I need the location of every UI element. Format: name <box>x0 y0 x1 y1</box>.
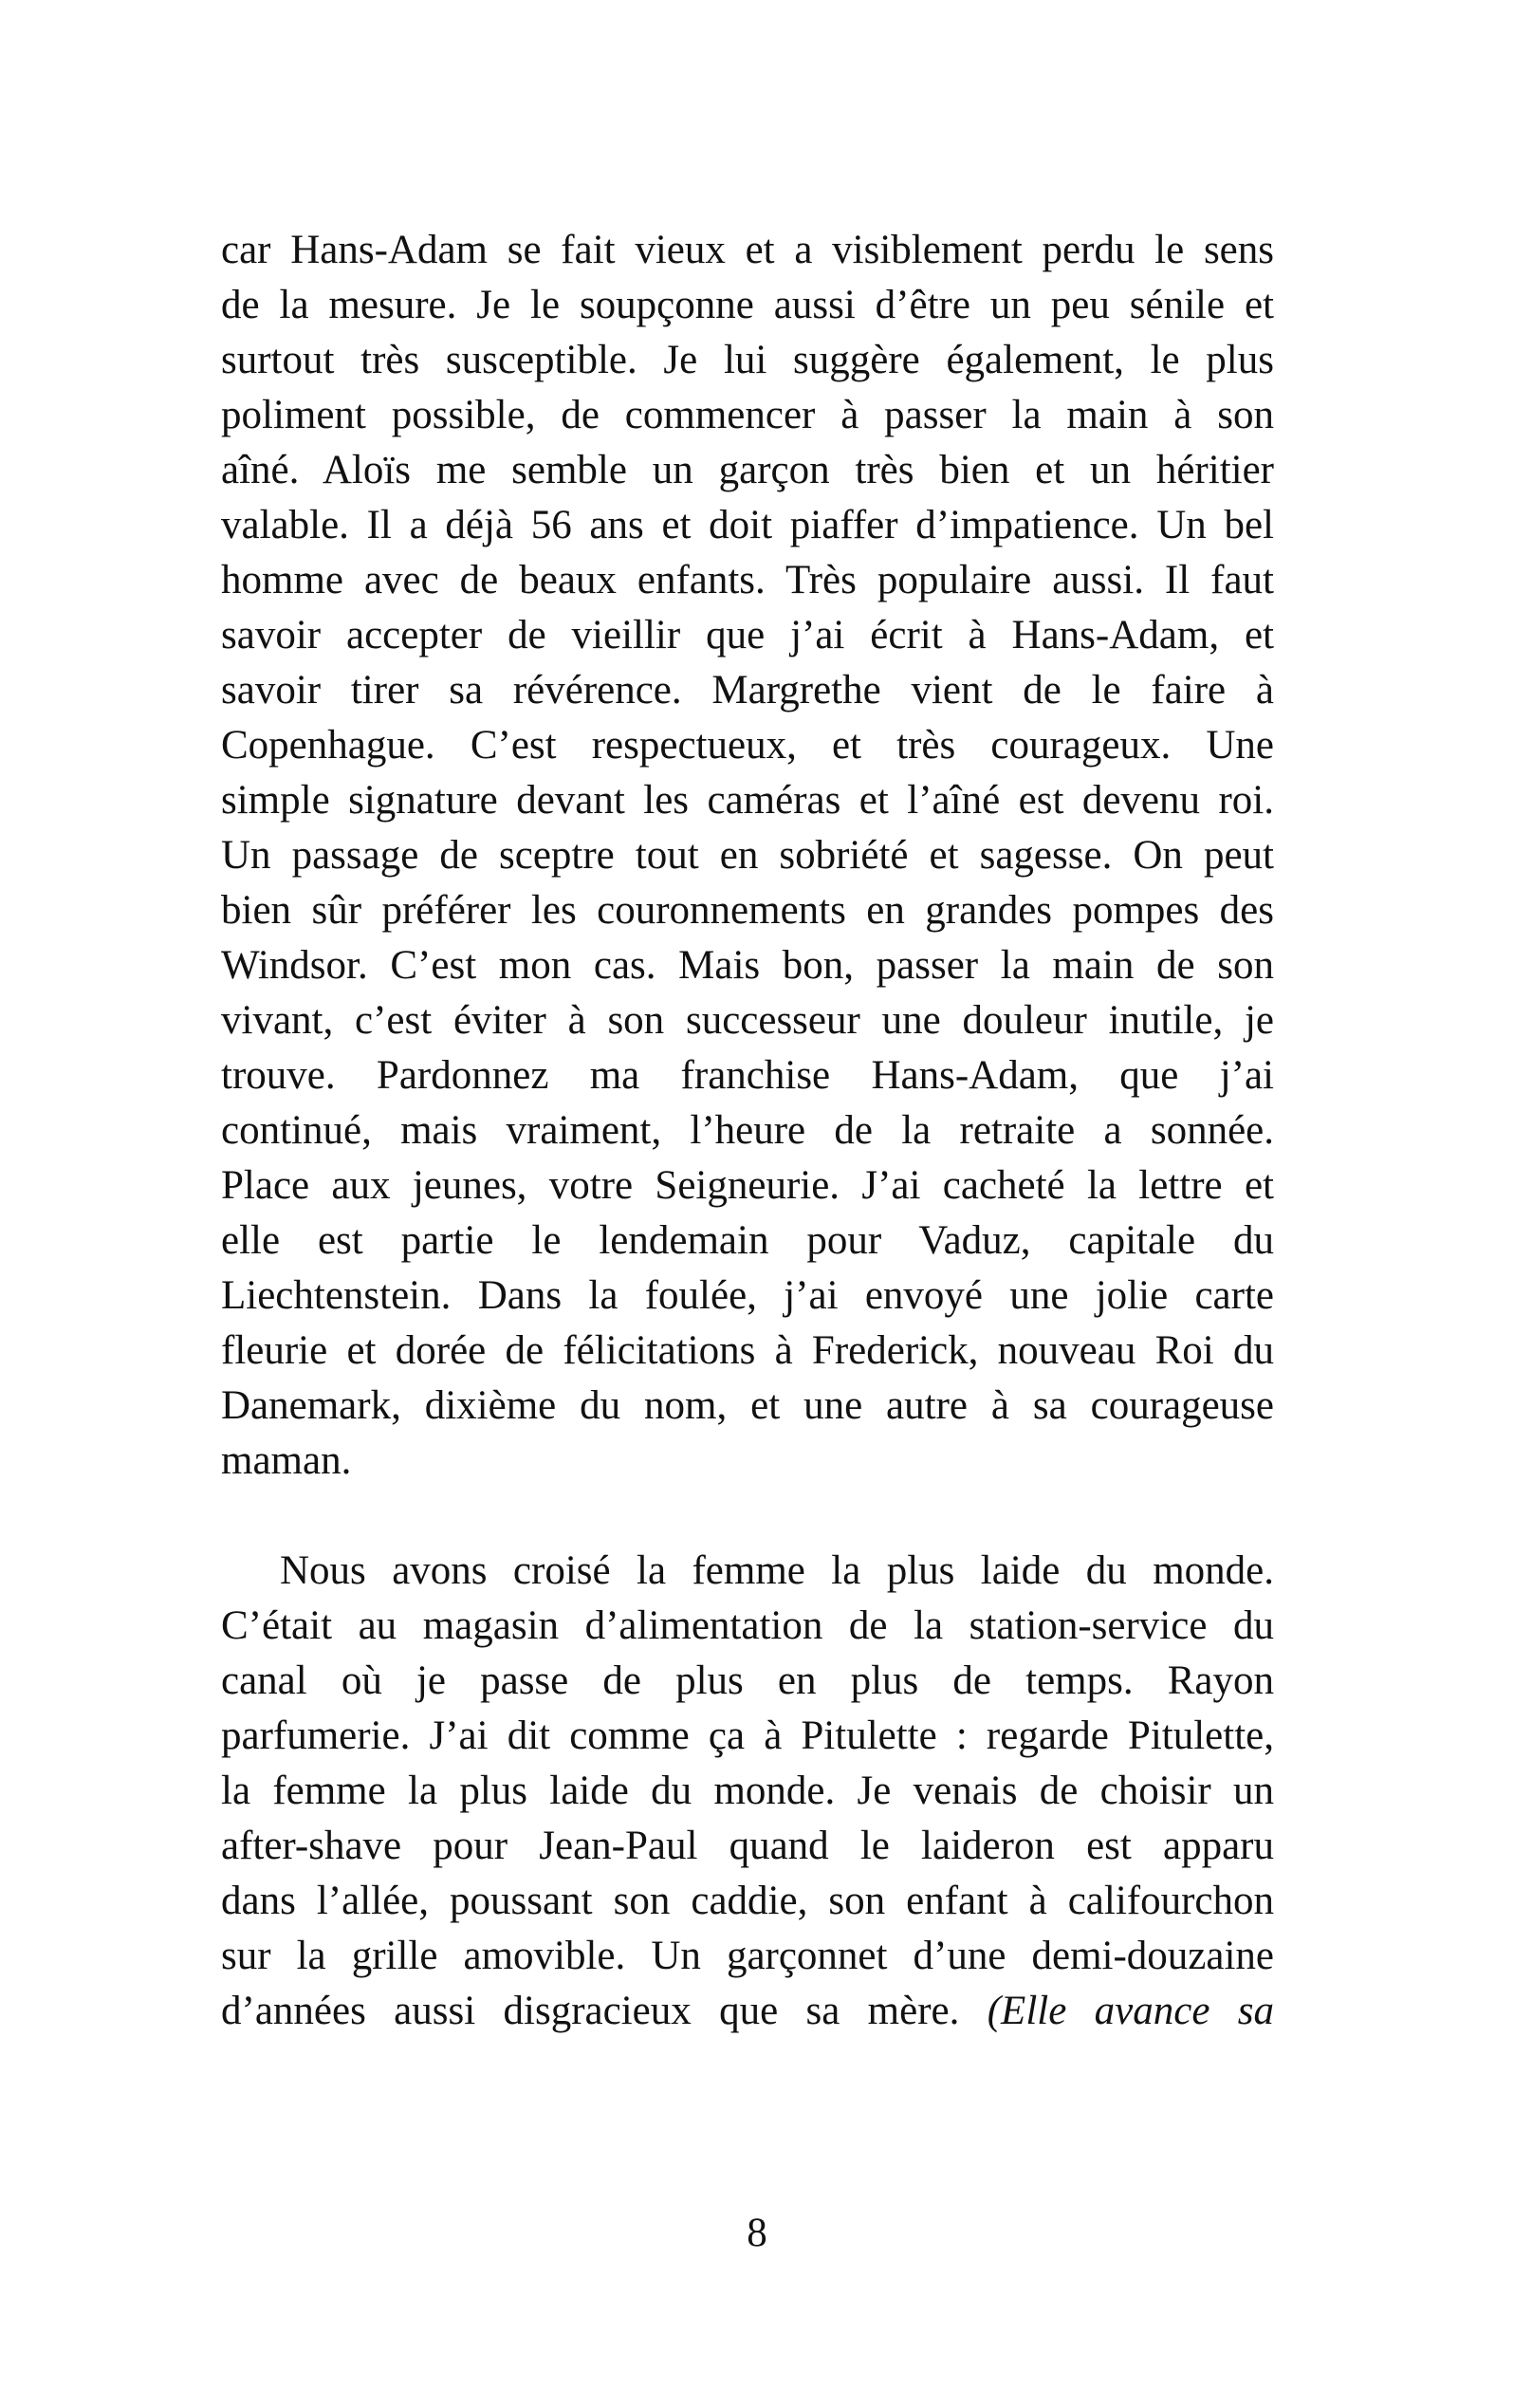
text-line: Un passage de sceptre tout en sobriété et sagesse. On peut <box>221 833 1274 878</box>
text-line: elle est partie le lendemain pour Vaduz, capitale du <box>221 1218 1274 1263</box>
text-line: Place aux jeunes, votre Seigneurie. J’ai cacheté la lettre et <box>221 1163 1274 1208</box>
text-line: C’était au magasin d’alimentation de la station-service du <box>221 1603 1274 1648</box>
text-line: continué, mais vraiment, l’heure de la retraite a sonnée. <box>221 1108 1274 1153</box>
text-line: maman. <box>221 1438 352 1483</box>
text-line: Nous avons croisé la femme la plus laide du monde. <box>280 1548 1274 1593</box>
text-line: surtout très susceptible. Je lui suggère également, le plus <box>221 338 1274 382</box>
text-line: savoir accepter de vieillir que j’ai écrit à Hans-Adam, et <box>221 613 1274 658</box>
text-line: de la mesure. Je le soupçonne aussi d’être un peu sénile et <box>221 283 1274 327</box>
text-line: parfumerie. J’ai dit comme ça à Pitulette : regarde Pitulette, <box>221 1713 1274 1758</box>
text-line: valable. Il a déjà 56 ans et doit piaffer d’impatience. Un bel <box>221 503 1274 547</box>
text-line: savoir tirer sa révérence. Margrethe vient de le faire à <box>221 668 1274 713</box>
page-number: 8 <box>747 2211 767 2255</box>
text-line: poliment possible, de commencer à passer la main à son <box>221 393 1274 437</box>
text-line: Liechtenstein. Dans la foulée, j’ai envoyé une jolie carte <box>221 1273 1274 1318</box>
text-line-italic: (Elle avance sa <box>987 1989 1274 2033</box>
page-body <box>221 223 1274 2039</box>
text-line: la femme la plus laide du monde. Je venais de choisir un <box>221 1769 1274 1813</box>
text-line: Copenhague. C’est respectueux, et très courageux. Une <box>221 723 1274 768</box>
paragraph-spacer <box>221 1489 1274 1544</box>
text-line: simple signature devant les caméras et l’aîné est devenu roi. <box>221 778 1274 823</box>
text-line: aîné. Aloïs me semble un garçon très bien et un héritier <box>221 448 1274 492</box>
text-line: bien sûr préférer les couronnements en grandes pompes des <box>221 888 1274 933</box>
paragraph-1 <box>221 223 1274 1489</box>
text-line: Danemark, dixième du nom, et une autre à sa courageuse <box>221 1383 1274 1428</box>
text-line: homme avec de beaux enfants. Très populaire aussi. Il faut <box>221 558 1274 602</box>
text-line: fleurie et dorée de félicitations à Frederick, nouveau Roi du <box>221 1328 1274 1373</box>
text-line: sur la grille amovible. Un garçonnet d’une demi-douzaine <box>221 1934 1274 1978</box>
paragraph-2 <box>221 1544 1274 2039</box>
text-line <box>221 1984 1274 2039</box>
text-line: after-shave pour Jean-Paul quand le laideron est apparu <box>221 1824 1274 1868</box>
text-line: Windsor. C’est mon cas. Mais bon, passer la main de son <box>221 943 1274 988</box>
text-line: canal où je passe de plus en plus de temps. Rayon <box>221 1658 1274 1703</box>
text-line: dans l’allée, poussant son caddie, son enfant à califourchon <box>221 1879 1274 1923</box>
text-line: car Hans-Adam se fait vieux et a visiblement perdu le sens <box>221 228 1274 272</box>
text-line: vivant, c’est éviter à son successeur une douleur inutile, je <box>221 998 1274 1043</box>
text-line: trouve. Pardonnez ma franchise Hans-Adam, que j’ai <box>221 1053 1274 1098</box>
text-line-regular: d’années aussi disgracieux que sa mère. <box>221 1989 988 2033</box>
